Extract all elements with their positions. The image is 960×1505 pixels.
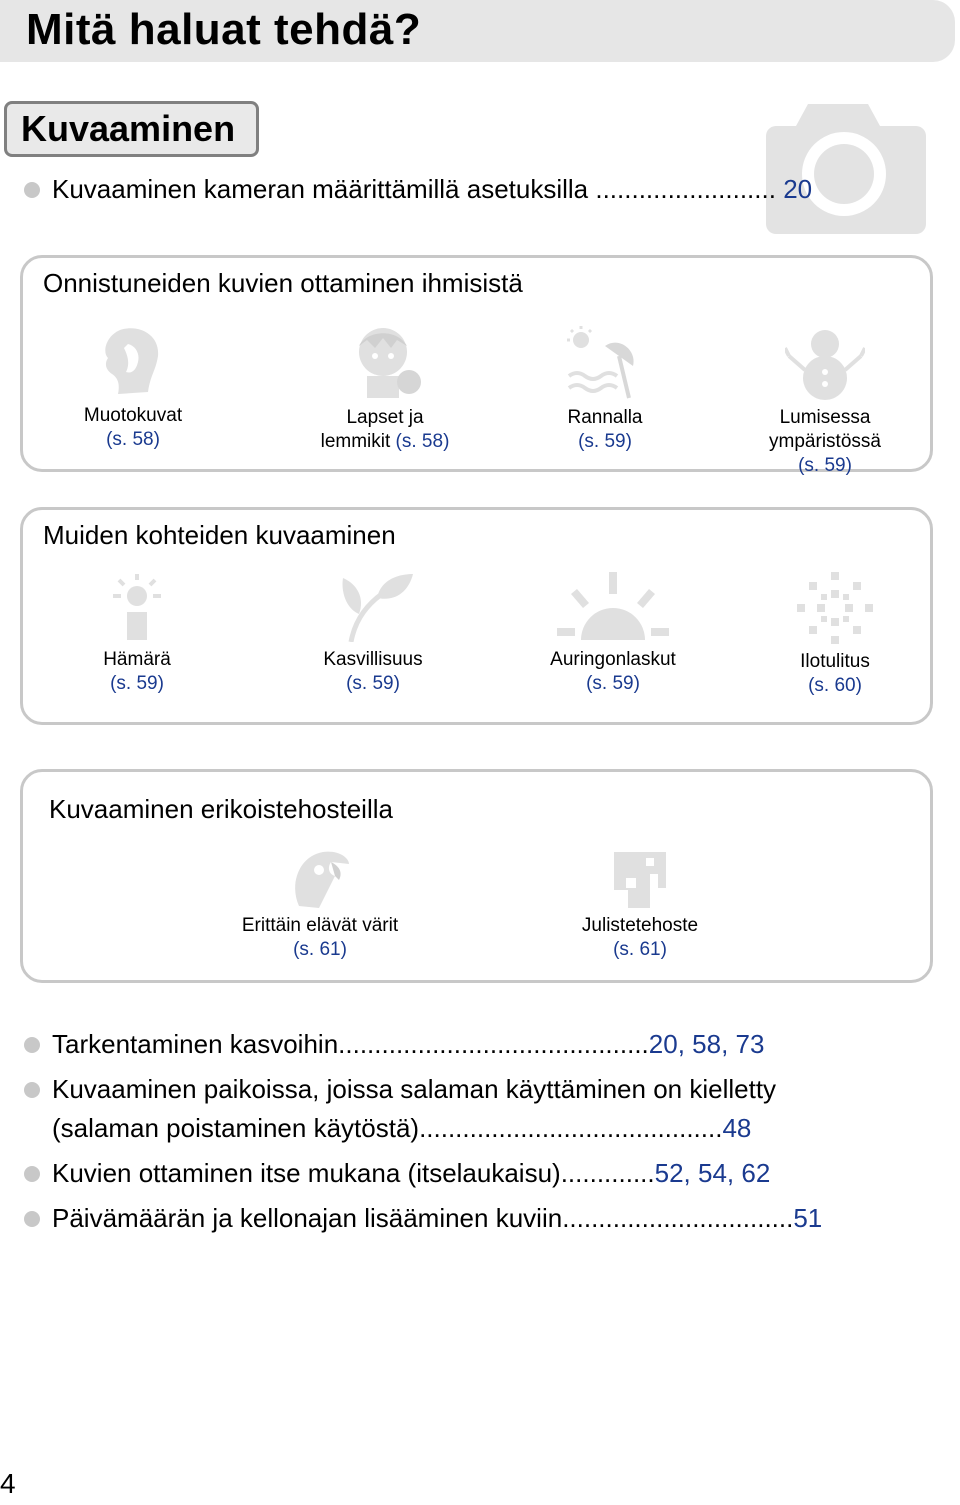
page-ref[interactable]: 48: [722, 1113, 752, 1143]
bullet-icon: [24, 1037, 40, 1053]
bullet-icon: [24, 1166, 40, 1182]
item-label-line2: lemmikit: [320, 431, 391, 452]
page-ref[interactable]: (s. 59): [586, 673, 640, 694]
scene-item-kids-pets[interactable]: [305, 326, 465, 454]
box-title: Onnistuneiden kuvien ottaminen ihmisistä: [43, 268, 523, 298]
snow-icon: [785, 326, 865, 400]
item-label: Lapset ja: [346, 407, 424, 428]
scene-item-night[interactable]: [67, 572, 207, 696]
leader-dots: .............: [560, 1158, 655, 1188]
foliage-icon: [331, 572, 415, 642]
list-item-text: Kuvaaminen paikoissa, joissa salaman käyttäminen on kielletty: [52, 1074, 777, 1104]
item-label-line2: ympäristössä: [769, 431, 881, 452]
leader-dots: ..........................................: [419, 1113, 723, 1143]
item-label: Kasvillisuus: [323, 649, 423, 670]
poster-effect-icon: [610, 848, 670, 908]
item-label: Hämärä: [103, 649, 171, 670]
page-number: 4: [0, 1468, 16, 1499]
page-ref[interactable]: 51: [793, 1203, 823, 1233]
list-item-text: Kuvien ottaminen itse mukana (itselaukaisu): [52, 1158, 561, 1188]
box-title: Muiden kohteiden kuvaaminen: [43, 520, 396, 550]
page-ref[interactable]: (s. 61): [293, 939, 347, 960]
kids-pets-icon: [345, 326, 425, 400]
scene-item-sunset[interactable]: [533, 572, 693, 696]
sunset-icon: [553, 572, 673, 642]
portrait-icon: [98, 326, 168, 398]
item-label: Rannalla: [567, 407, 643, 428]
scene-item-fireworks[interactable]: [765, 572, 905, 698]
section-tab: [4, 101, 259, 157]
page-header: [0, 0, 955, 62]
page-ref[interactable]: (s. 59): [110, 673, 164, 694]
list-item-text: Kuvaaminen kameran määrittämillä asetuksilla: [52, 174, 589, 204]
page-ref[interactable]: (s. 61): [613, 939, 667, 960]
scene-item-foliage[interactable]: [303, 572, 443, 696]
bullet-icon: [24, 1082, 40, 1098]
bullet-icon: [24, 182, 40, 198]
page-ref[interactable]: (s. 60): [808, 675, 862, 696]
page-ref[interactable]: (s. 59): [346, 673, 400, 694]
scene-item-snow[interactable]: [745, 326, 905, 478]
page-ref[interactable]: (s. 58): [395, 431, 450, 452]
page-ref[interactable]: 20, 58, 73: [648, 1029, 765, 1059]
effect-item-poster[interactable]: [555, 848, 725, 962]
special-effects-box: [20, 769, 933, 983]
night-icon: [107, 572, 167, 642]
scene-item-portrait[interactable]: [63, 326, 203, 452]
leader-dots: ................................: [562, 1203, 794, 1233]
item-label: Auringonlaskut: [550, 649, 676, 670]
other-scenes-box: [20, 507, 933, 725]
item-label: Erittäin elävät värit: [241, 915, 399, 936]
item-label: Muotokuvat: [83, 405, 183, 426]
page-ref[interactable]: 20: [783, 174, 813, 204]
page-ref[interactable]: (s. 58): [106, 429, 160, 450]
item-label: Lumisessa: [779, 407, 871, 428]
list-item-text: (salaman poistaminen käytöstä): [52, 1113, 420, 1143]
camera-icon: [756, 96, 928, 234]
page-title: Mitä haluat tehdä?: [26, 5, 422, 54]
bullet-icon: [24, 1211, 40, 1227]
leader-dots: .........................: [588, 174, 776, 204]
list-item-text: Tarkentaminen kasvoihin: [52, 1029, 339, 1059]
vivid-color-icon: [289, 848, 351, 908]
effect-item-vivid[interactable]: [215, 848, 425, 962]
fireworks-icon: [797, 572, 873, 644]
page-ref[interactable]: (s. 59): [578, 431, 632, 452]
page-ref[interactable]: 52, 54, 62: [654, 1158, 771, 1188]
scene-item-beach[interactable]: [535, 326, 675, 454]
beach-icon: [567, 326, 643, 400]
portrait-scenes-box: [20, 255, 933, 476]
page-ref[interactable]: (s. 59): [798, 455, 852, 476]
item-label: Ilotulitus: [800, 651, 870, 672]
item-label: Julistetehoste: [581, 915, 699, 936]
box-title: Kuvaaminen erikoistehosteilla: [49, 794, 393, 824]
list-item-text: Päivämäärän ja kellonajan lisääminen kuviin: [52, 1203, 563, 1233]
leader-dots: ...........................................: [338, 1029, 649, 1059]
section-label: Kuvaaminen: [21, 108, 236, 149]
